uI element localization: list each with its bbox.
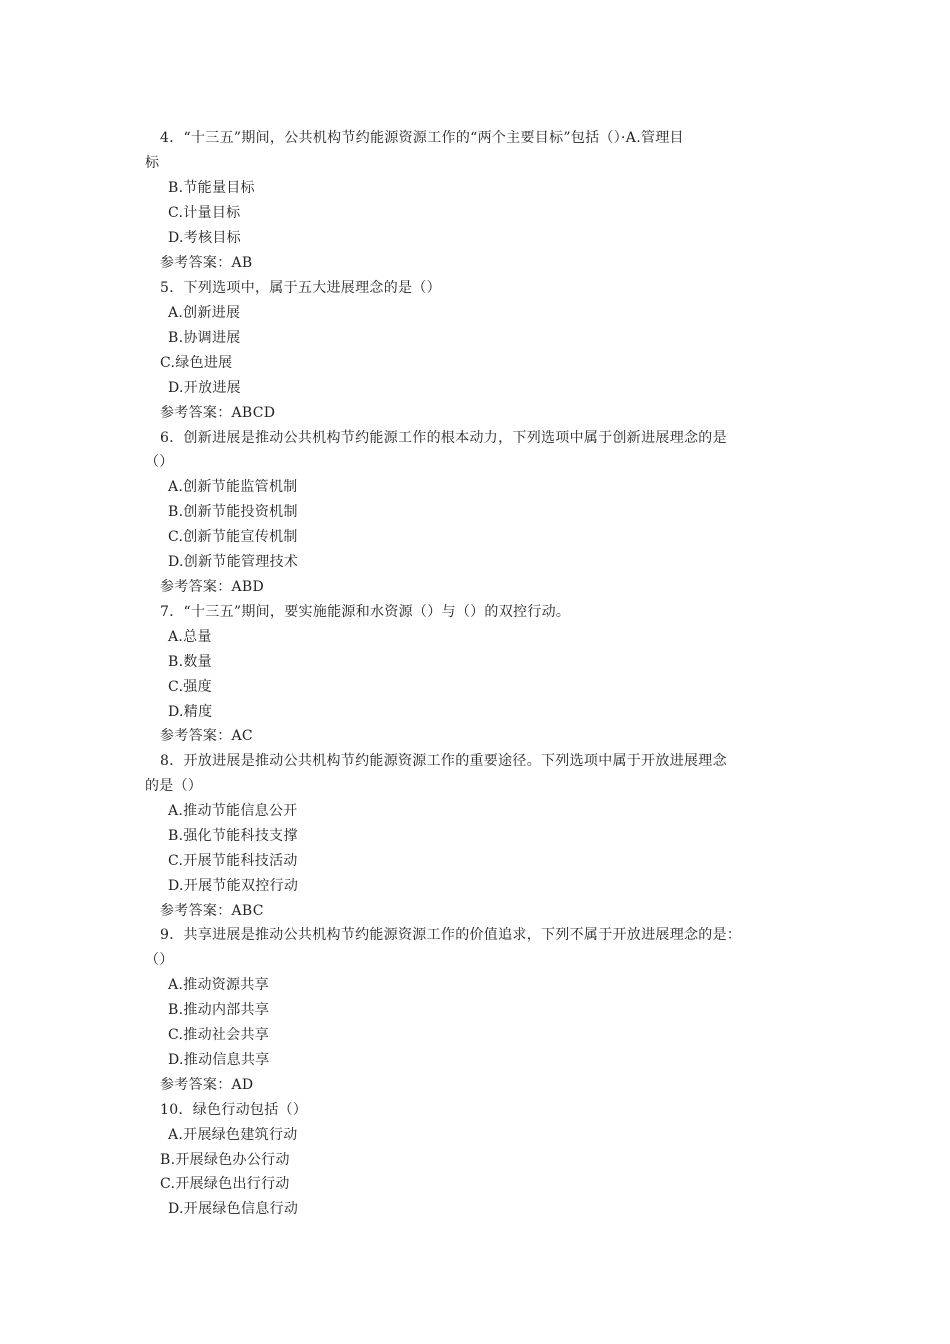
option-a: A.创新节能监管机制	[168, 479, 298, 495]
option-c: C.绿色进展	[160, 355, 233, 371]
option-b: B.协调进展	[168, 330, 241, 346]
answer-8: 参考答案：ABC	[160, 903, 264, 919]
question-9-stem-cont: （）	[145, 952, 174, 968]
option-c: C.创新节能宣传机制	[168, 529, 298, 545]
option-c: C.强度	[168, 679, 212, 695]
question-4-stem: 4．“十三五”期间，公共机构节约能源资源工作的“两个主要目标”包括（）·A.管理目	[160, 130, 684, 146]
option-b: B.数量	[168, 654, 212, 670]
question-8-stem: 8．开放进展是推动公共机构节约能源资源工作的重要途径。下列选项中属于开放进展理念	[160, 753, 727, 769]
option-d: D.开展绿色信息行动	[168, 1201, 299, 1217]
option-b: B.推动内部共享	[168, 1002, 270, 1018]
option-b: B.强化节能科技支撑	[168, 828, 298, 844]
question-10-stem: 10．绿色行动包括（）	[160, 1102, 308, 1118]
answer-4: 参考答案：AB	[160, 255, 253, 271]
option-c: C.开展绿色出行行动	[160, 1176, 290, 1192]
option-a: A.总量	[168, 629, 212, 645]
question-4-stem-cont: 标	[145, 155, 160, 171]
answer-9: 参考答案：AD	[160, 1077, 254, 1093]
option-a: A.推动节能信息公开	[168, 803, 298, 819]
question-6-stem-cont: （）	[145, 454, 174, 470]
option-b: B.节能量目标	[168, 180, 255, 196]
option-c: C.推动社会共享	[168, 1027, 270, 1043]
question-6-stem: 6．创新进展是推动公共机构节约能源工作的根本动力，下列选项中属于创新进展理念的是	[160, 430, 727, 446]
question-9-stem: 9．共享进展是推动公共机构节约能源资源工作的价值追求，下列不属于开放进展理念的是：	[160, 927, 742, 943]
option-b: B.开展绿色办公行动	[160, 1152, 290, 1168]
option-a: A.开展绿色建筑行动	[168, 1127, 298, 1143]
option-a: A.推动资源共享	[168, 977, 269, 993]
option-b: B.创新节能投资机制	[168, 504, 298, 520]
option-c: C.计量目标	[168, 205, 241, 221]
answer-5: 参考答案：ABCD	[160, 405, 276, 421]
question-8-stem-cont: 的是（）	[145, 778, 203, 794]
question-5-stem: 5．下列选项中，属于五大进展理念的是（）	[160, 280, 441, 296]
option-a: A.创新进展	[168, 305, 241, 321]
option-d: D.开放进展	[168, 380, 241, 396]
question-7-stem: 7．“十三五”期间，要实施能源和水资源（）与（）的双控行动。	[160, 604, 571, 620]
option-d: D.创新节能管理技术	[168, 554, 299, 570]
option-d: D.开展节能双控行动	[168, 878, 299, 894]
answer-7: 参考答案：AC	[160, 728, 253, 744]
option-d: D.推动信息共享	[168, 1052, 270, 1068]
answer-6: 参考答案：ABD	[160, 579, 265, 595]
option-d: D.精度	[168, 704, 213, 720]
option-d: D.考核目标	[168, 230, 241, 246]
option-c: C.开展节能科技活动	[168, 853, 298, 869]
